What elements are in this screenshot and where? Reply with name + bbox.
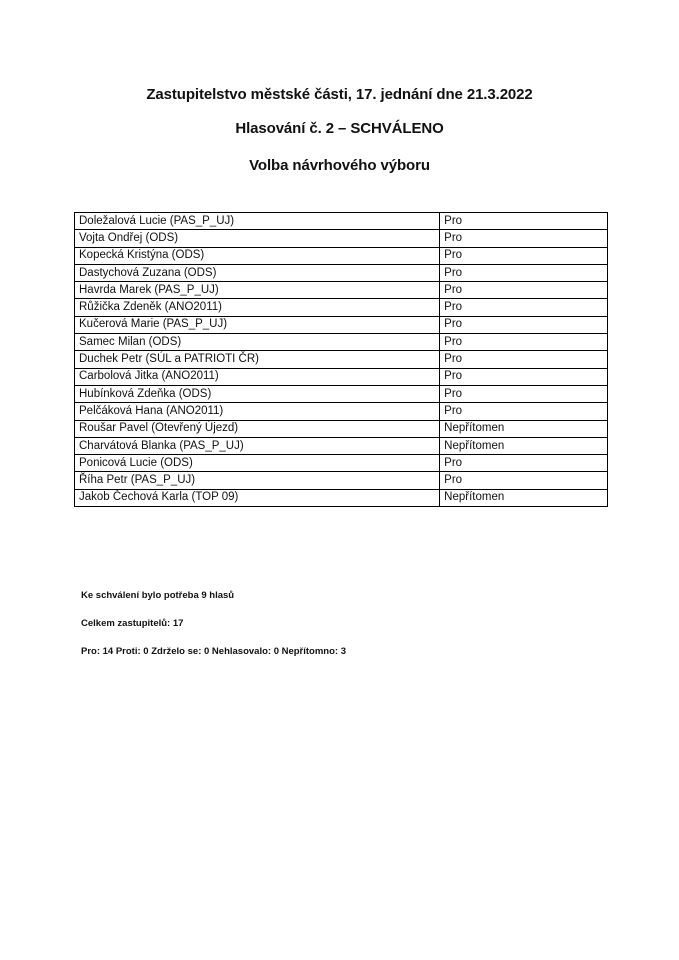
- votes-table-body: [75, 213, 608, 507]
- member-vote: Pro: [440, 472, 608, 489]
- vote-row: [75, 455, 608, 472]
- member-name: Roušar Pavel (Otevřený Újezd): [75, 420, 440, 437]
- vote-row: [75, 247, 608, 264]
- member-vote: Pro: [440, 213, 608, 230]
- member-name: Carbolová Jitka (ANO2011): [75, 368, 440, 385]
- vote-row: [75, 334, 608, 351]
- member-name: Růžička Zdeněk (ANO2011): [75, 299, 440, 316]
- member-vote: Pro: [440, 455, 608, 472]
- document-title: Zastupitelstvo městské části, 17. jednání dne 21.3.2022: [146, 86, 533, 103]
- vote-row: [75, 368, 608, 385]
- member-name: Duchek Petr (SÚL a PATRIOTI ČR): [75, 351, 440, 368]
- vote-row: [75, 299, 608, 316]
- member-vote: Nepřítomen: [440, 437, 608, 454]
- vote-row: [75, 351, 608, 368]
- member-name: Vojta Ondřej (ODS): [75, 230, 440, 247]
- vote-row: [75, 282, 608, 299]
- member-vote: Pro: [440, 264, 608, 281]
- votes-table: [74, 212, 608, 507]
- total-members-text: Celkem zastupitelů: 17: [81, 618, 184, 629]
- member-name: Charvátová Blanka (PAS_P_UJ): [75, 437, 440, 454]
- member-name: Jakob Čechová Karla (TOP 09): [75, 489, 440, 506]
- vote-row: [75, 213, 608, 230]
- vote-row: [75, 230, 608, 247]
- member-vote: Pro: [440, 385, 608, 402]
- member-name: Říha Petr (PAS_P_UJ): [75, 472, 440, 489]
- member-name: Samec Milan (ODS): [75, 334, 440, 351]
- member-name: Kučerová Marie (PAS_P_UJ): [75, 316, 440, 333]
- member-name: Dastychová Zuzana (ODS): [75, 264, 440, 281]
- member-name: Hubínková Zdeňka (ODS): [75, 385, 440, 402]
- vote-row: [75, 472, 608, 489]
- vote-row: [75, 489, 608, 506]
- required-votes-text: Ke schválení bylo potřeba 9 hlasů: [81, 590, 235, 601]
- vote-title: Hlasování č. 2 – SCHVÁLENO: [235, 120, 444, 137]
- member-name: Kopecká Kristýna (ODS): [75, 247, 440, 264]
- vote-row: [75, 437, 608, 454]
- vote-row: [75, 420, 608, 437]
- member-name: Pelčáková Hana (ANO2011): [75, 403, 440, 420]
- member-name: Havrda Marek (PAS_P_UJ): [75, 282, 440, 299]
- member-name: Doležalová Lucie (PAS_P_UJ): [75, 213, 440, 230]
- member-vote: Pro: [440, 368, 608, 385]
- vote-row: [75, 264, 608, 281]
- member-vote: Pro: [440, 334, 608, 351]
- member-vote: Pro: [440, 282, 608, 299]
- member-vote: Nepřítomen: [440, 420, 608, 437]
- vote-row: [75, 385, 608, 402]
- member-vote: Pro: [440, 230, 608, 247]
- member-vote: Pro: [440, 316, 608, 333]
- member-vote: Pro: [440, 247, 608, 264]
- member-name: Ponicová Lucie (ODS): [75, 455, 440, 472]
- results-text: Pro: 14 Proti: 0 Zdrželo se: 0 Nehlasovalo: 0 Nepřítomno: 3: [81, 646, 347, 657]
- member-vote: Pro: [440, 351, 608, 368]
- vote-subject: Volba návrhového výboru: [249, 157, 430, 174]
- vote-row: [75, 316, 608, 333]
- member-vote: Nepřítomen: [440, 489, 608, 506]
- member-vote: Pro: [440, 299, 608, 316]
- member-vote: Pro: [440, 403, 608, 420]
- vote-row: [75, 403, 608, 420]
